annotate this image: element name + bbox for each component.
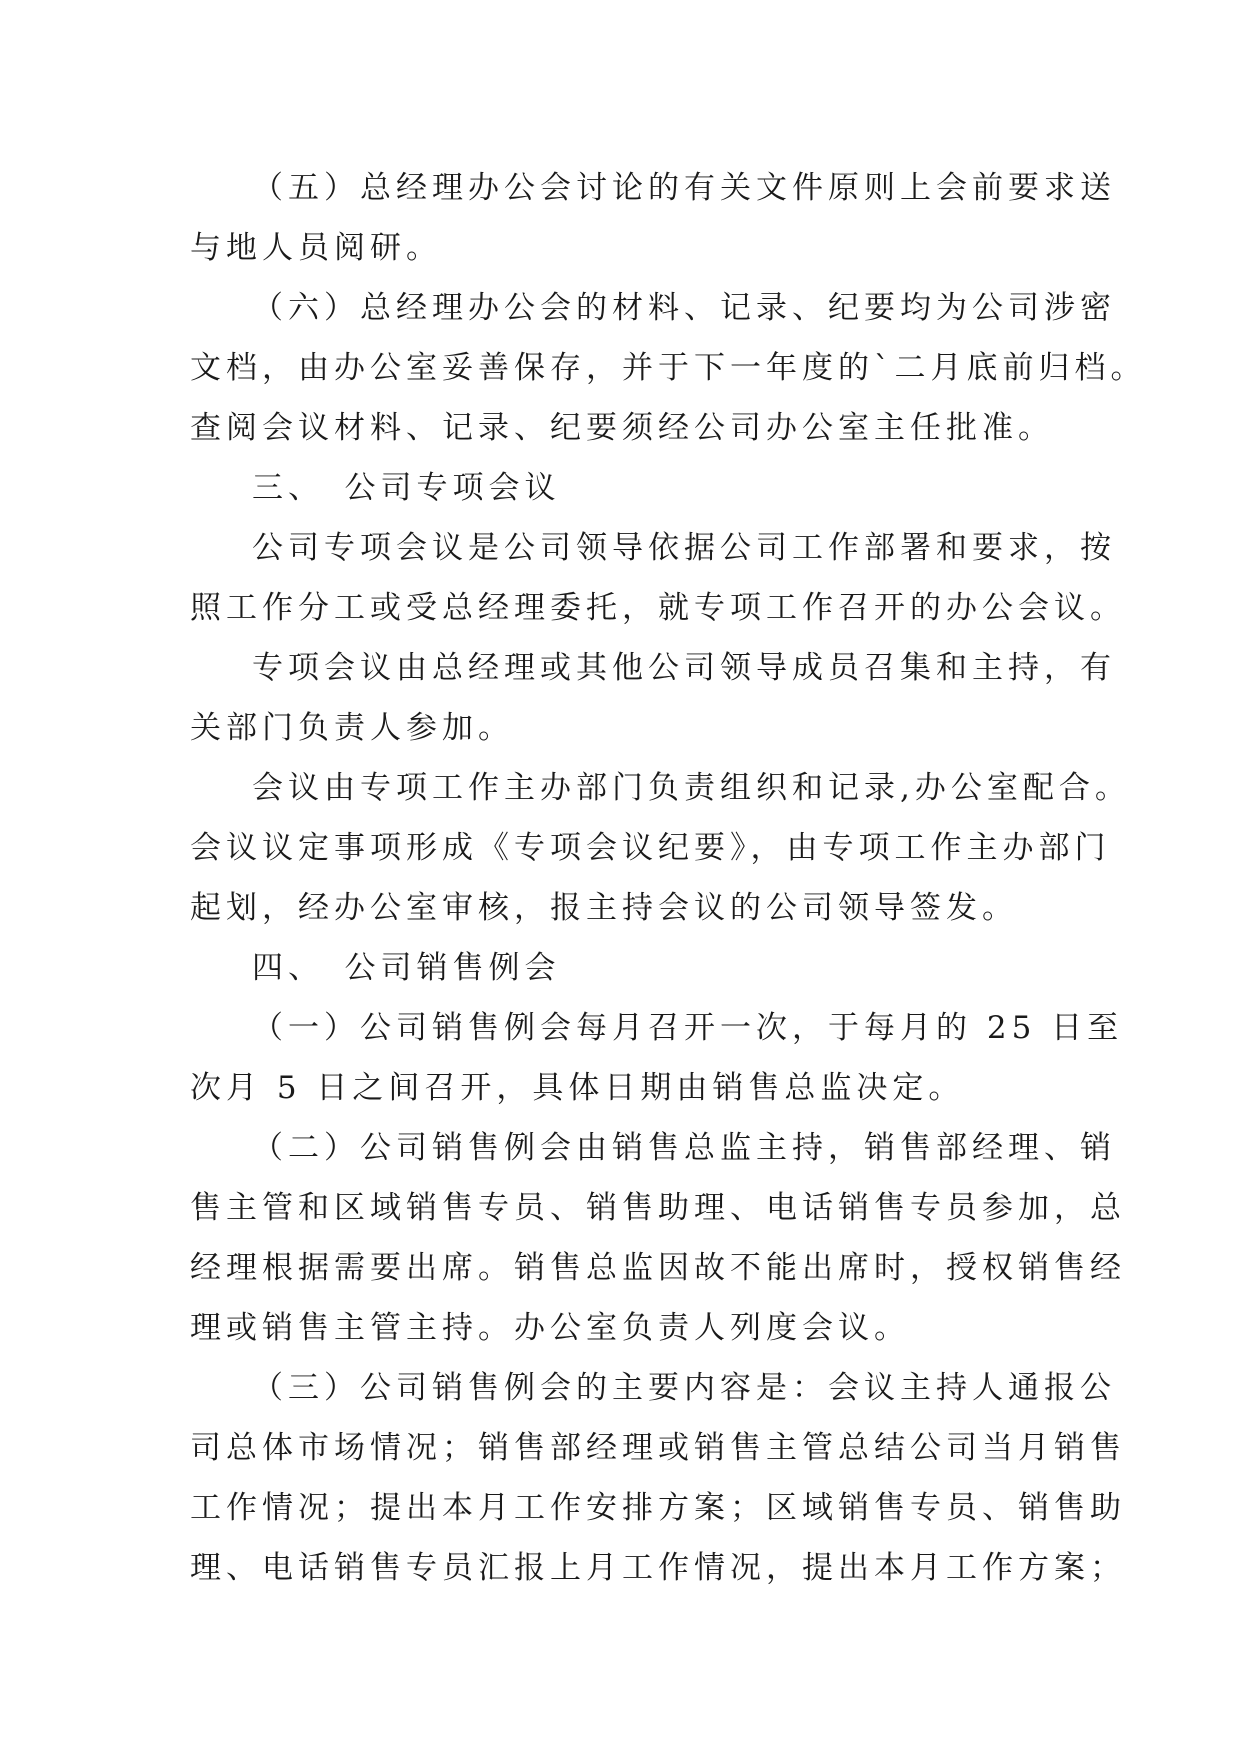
text-line: （五）总经理办公会讨论的有关文件原则上会前要求送 bbox=[252, 170, 1116, 206]
paragraph-3a bbox=[190, 518, 1126, 638]
text-line: 会议议定事项形成《专项会议纪要》，由专项工作主办部门 bbox=[190, 830, 1111, 866]
section-heading-3 bbox=[190, 458, 1060, 518]
paragraph-6 bbox=[190, 278, 1147, 458]
text-line: 查阅会议材料、记录、纪要须经公司办公室主任批准。 bbox=[190, 410, 1054, 446]
paragraph-4b bbox=[190, 1118, 1126, 1358]
text-line: 起划，经办公室审核，报主持会议的公司领导签发。 bbox=[190, 890, 1018, 926]
text-line: 次月 5 日之间召开，具体日期由销售总监决定。 bbox=[190, 1070, 965, 1106]
text-line: （一）公司销售例会每月召开一次，于每月的 25 日至 bbox=[252, 1010, 1124, 1046]
text-line: （三）公司销售例会的主要内容是：会议主持人通报公 bbox=[252, 1370, 1116, 1406]
text-line: 工作情况；提出本月工作安排方案；区域销售专员、销售助 bbox=[190, 1490, 1126, 1526]
paragraph-3b bbox=[190, 638, 1116, 758]
text-line: 专项会议由总经理或其他公司领导成员召集和主持，有 bbox=[252, 650, 1116, 686]
document-body bbox=[190, 158, 1147, 1598]
text-line: 理、电话销售专员汇报上月工作情况，提出本月工作方案； bbox=[190, 1550, 1126, 1586]
text-line: 文档，由办公室妥善保存，并于下一年度的`二月底前归档。 bbox=[190, 350, 1147, 386]
heading-line: 四、 公司销售例会 bbox=[252, 950, 561, 986]
heading-line: 三、 公司专项会议 bbox=[252, 470, 561, 506]
text-line: 公司专项会议是公司领导依据公司工作部署和要求，按 bbox=[252, 530, 1116, 566]
paragraph-4c bbox=[190, 1358, 1126, 1598]
paragraph-3c bbox=[190, 758, 1131, 938]
text-line: 经理根据需要出席。销售总监因故不能出席时，授权销售经 bbox=[190, 1250, 1126, 1286]
text-line: 司总体市场情况；销售部经理或销售主管总结公司当月销售 bbox=[190, 1430, 1126, 1466]
text-line: 会议由专项工作主办部门负责组织和记录,办公室配合。 bbox=[252, 770, 1131, 806]
paragraph-5 bbox=[190, 158, 1116, 278]
text-line: 售主管和区域销售专员、销售助理、电话销售专员参加，总 bbox=[190, 1190, 1126, 1226]
text-line: 关部门负责人参加。 bbox=[190, 710, 514, 746]
text-line: 与地人员阅研。 bbox=[190, 230, 442, 266]
section-heading-4 bbox=[190, 938, 1060, 998]
text-line: 理或销售主管主持。办公室负责人列度会议。 bbox=[190, 1310, 910, 1346]
text-line: 照工作分工或受总经理委托，就专项工作召开的办公会议。 bbox=[190, 590, 1126, 626]
text-line: （二）公司销售例会由销售总监主持，销售部经理、销 bbox=[252, 1130, 1116, 1166]
paragraph-4a bbox=[190, 998, 1124, 1118]
text-line: （六）总经理办公会的材料、记录、纪要均为公司涉密 bbox=[252, 290, 1116, 326]
